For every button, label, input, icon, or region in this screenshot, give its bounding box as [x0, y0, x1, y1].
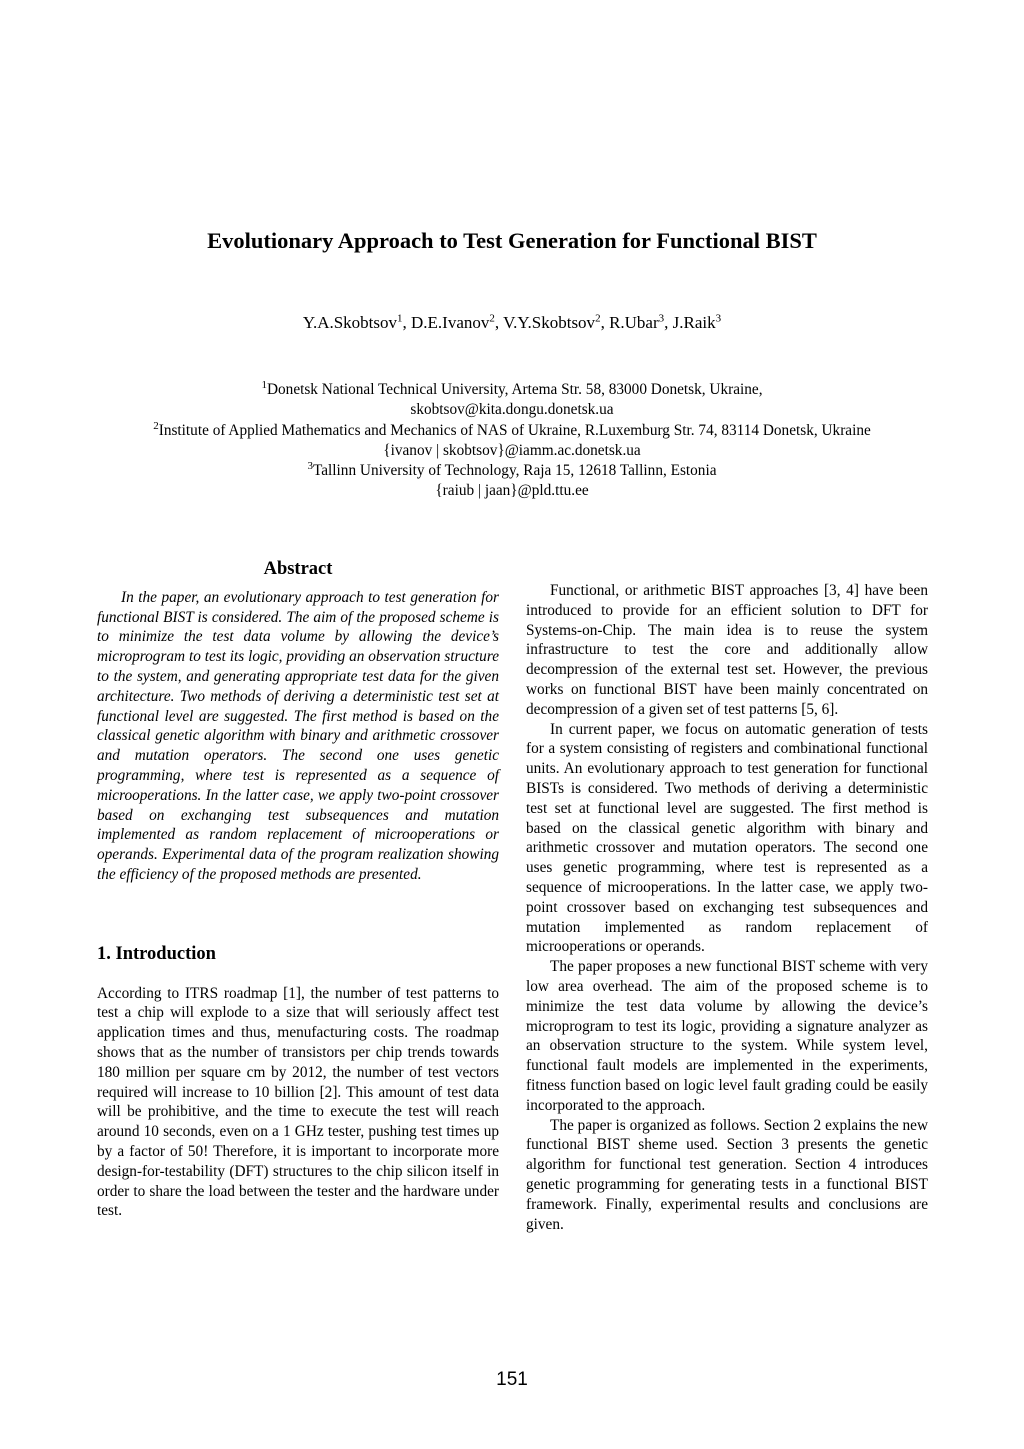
affiliation-line: $^2$Institute of Applied Mathematics and Mechanics of NAS of Ukraine, R.Luxemburg Str. 74, 83114 Donetsk, Ukraine	[153, 419, 871, 439]
author: V.Y.Skobtsov$^2$,	[503, 312, 610, 332]
author: J.Raik$^3$	[672, 312, 722, 332]
affiliation-line: $^1$Donetsk National Technical University, Artema Str. 58, 83000 Donetsk, Ukraine,	[261, 378, 763, 398]
body-paragraph: The paper is organized as follows. Section 2 explains the new functional BIST sheme used. Section 3 presents the genetic algorithm for functional test generation. Section 4 introduces genetic programming for generating tests in a functional BIST framework. Finally, experimental results and conclusions are given.	[526, 1116, 928, 1233]
author: Y.A.Skobtsov$^1$,	[302, 312, 412, 332]
affiliation-email: {ivanov | skobtsov}@iamm.ac.donetsk.ua	[383, 441, 641, 459]
paper-title: Evolutionary Approach to Test Generation for Functional BIST	[207, 228, 817, 253]
abstract-text: In the paper, an evolutionary approach to test generation for functional BIST is considered. The aim of the proposed scheme is to minimize the test data volume by allowing the device’s microprogram to test its logic, providing an observation structure to the system, and generating appropriate test data for the given architecture. Two methods of deriving a deterministic test set at functional level are suggested. The first method is based on the classical genetic algorithm with binary and arithmetic crossover and mutation operators. The second one uses genetic programming, where test is represented as a sequence of microoperations. In the latter case, we apply two-point crossover based on exchanging test subsequences and mutation implemented as random replacement of microoperations or operands. Experimental data of the program realization showing the efficiency of the proposed methods are presented.	[97, 588, 499, 883]
body-paragraph: In current paper, we focus on automatic generation of tests for a system consisting of registers and combinational functional units. An evolutionary approach to test generation for functional BISTs is considered. Two methods of deriving a deterministic test set at functional level are suggested. The first method is based on the classical genetic algorithm with binary and arithmetic crossover and mutation operators. The second one uses genetic programming, where test is represented as a sequence of microoperations. In the latter case, we apply two-point crossover based on exchanging test subsequences and mutation implemented as random replacement of microoperations or operands.	[526, 720, 928, 956]
affiliation-email: skobtsov@kita.dongu.donetsk.ua	[410, 401, 614, 419]
affiliations	[0, 380, 1024, 502]
author: D.E.Ivanov$^2$,	[411, 312, 504, 332]
body-paragraph: The paper proposes a new functional BIST scheme with very low area overhead. The aim of the proposed scheme is to minimize the test data volume by allowing the device’s microprogram to test its logic, providing a signature analyzer as an observation structure to the system. While system level, functional fault models are implemented in the experiments, fitness function based on logic level fault grading could be easily incorporated to the approach.	[526, 958, 928, 1114]
page-number: 151	[496, 1369, 528, 1390]
abstract-heading: Abstract	[263, 559, 333, 579]
introduction-paragraph: According to ITRS roadmap [1], the number of test patterns to test a chip will explode to a size that will seriously affect test application times and thus, menufacturing costs. The roadmap shows that as the number of transistors per chip trends towards 180 million per square cm by 2012, the number of test vectors required will increase to 10 billion [2]. This amount of test data will be prohibitive, and the time to execute the test will reach around 10 seconds, even on a 1 GHz tester, pushing test times up by a factor of 50! Therefore, it is important to incorporate more design-for-testability (DFT) structures to the chip silicon itself in order to share the load between the tester and the hardware under test.	[97, 984, 499, 1220]
left-column	[97, 560, 499, 1221]
section-heading-introduction: 1. Introduction	[97, 943, 216, 964]
author-list	[0, 313, 1024, 333]
body-paragraph: Functional, or arithmetic BIST approaches [3, 4] have been introduced to provide for an efficient solution to DFT for Systems-on-Chip. The main idea is to reuse the system infrastructure to test the core and additionally allow decompression of the external test set. However, the previous works on functional BIST have been mainly concentrated on decompression of a given set of test patterns [5, 6].	[526, 582, 928, 718]
affiliation-line: $^3$Tallinn University of Technology, Raja 15, 12618 Tallinn, Estonia	[307, 460, 717, 480]
right-column	[526, 581, 928, 1234]
affiliation-email: {raiub | jaan}@pld.ttu.ee	[435, 482, 589, 500]
author: R.Ubar$^3$,	[609, 312, 673, 332]
